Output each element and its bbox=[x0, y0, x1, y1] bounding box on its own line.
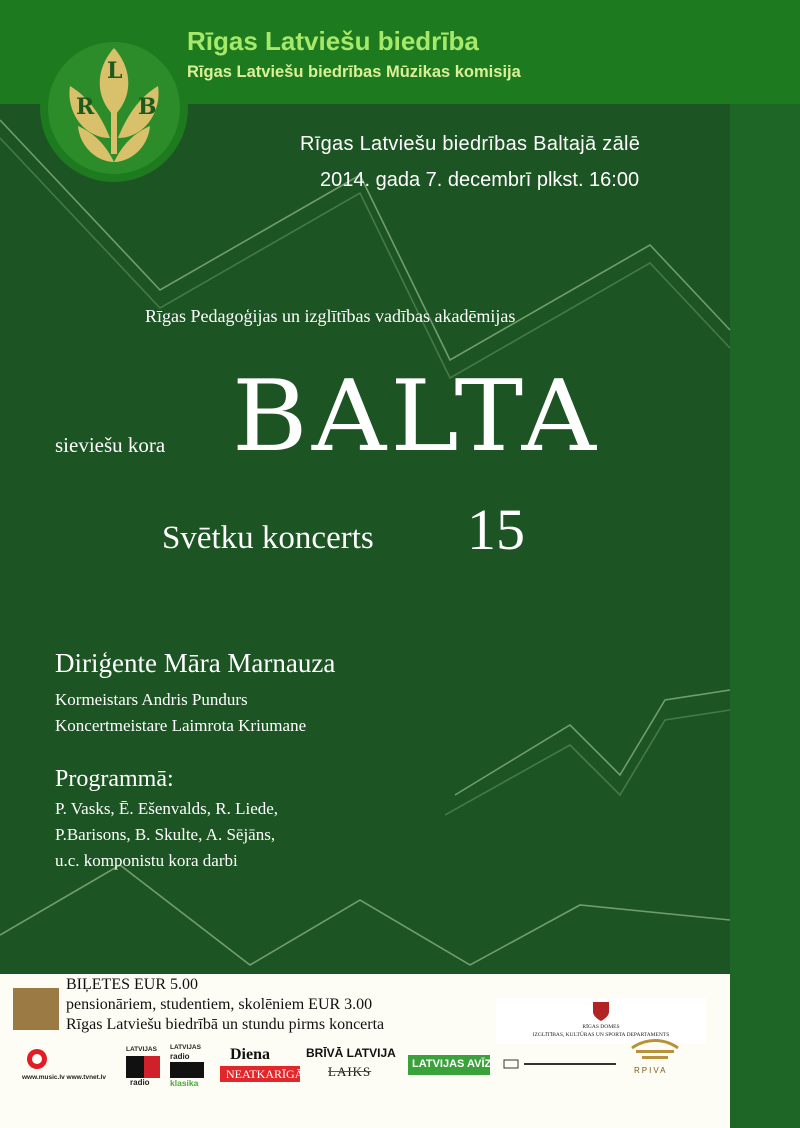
klasika-top-text: LATVIJAS bbox=[170, 1044, 201, 1051]
klasika-block bbox=[170, 1062, 204, 1078]
conductor-name: Diriģente Māra Marnauza bbox=[55, 648, 336, 678]
radio-top-text: LATVIJAS bbox=[126, 1046, 157, 1053]
sponsor-latvijas-avize-logo bbox=[408, 1055, 499, 1075]
sponsor-music-logo bbox=[22, 1048, 112, 1088]
ticket-discount: pensionāriem, studentiem, skolēniem EUR 3.00 bbox=[66, 996, 373, 1013]
concert-title: Svētku koncerts bbox=[162, 520, 374, 556]
radio-red-block bbox=[144, 1056, 160, 1078]
organization-title: Rīgas Latviešu biedrība bbox=[187, 26, 479, 56]
sponsor-radio-klasika-logo bbox=[168, 1044, 208, 1090]
sponsor-culture-dept-logo bbox=[500, 1054, 620, 1074]
event-venue: Rīgas Latviešu biedrības Baltajā zālē bbox=[300, 133, 641, 155]
academy-name: Rīgas Pedagoģijas un izglītības vadības akadēmijas bbox=[145, 306, 516, 326]
riga-dome-department: IZGLĪTĪBAS, KULTŪRAS UN SPORTA DEPARTAMENTS bbox=[532, 1032, 670, 1038]
rpiva-text: RPIVA bbox=[634, 1066, 668, 1075]
klasika-bottom-text: klasika bbox=[170, 1078, 199, 1088]
ticket-location: Rīgas Latviešu biedrībā un stundu pirms koncerta bbox=[66, 1016, 385, 1033]
culture-dept-emblem bbox=[500, 1054, 620, 1074]
program-line: P. Vasks, Ē. Ešenvalds, R. Liede, bbox=[55, 799, 279, 818]
ticket-price: BIĻETES EUR 5.00 bbox=[66, 976, 198, 993]
coat-of-arms-icon bbox=[590, 1000, 612, 1022]
radio-bottom-text: radio bbox=[130, 1078, 150, 1087]
ticket-color-swatch bbox=[13, 988, 59, 1030]
music-url: www.music.lv www.tvnet.lv bbox=[22, 1074, 107, 1081]
music-icon bbox=[26, 1048, 48, 1070]
society-logo bbox=[40, 34, 188, 182]
logo-letter-b: B bbox=[138, 94, 157, 120]
logo-letter-r: R bbox=[76, 94, 95, 120]
program-line: P.Barisons, B. Skulte, A. Sējāns, bbox=[55, 825, 276, 844]
choirmaster-name: Kormeistars Andris Pundurs bbox=[55, 690, 248, 709]
right-green-bar bbox=[730, 104, 800, 1128]
sponsor-latvijas-radio-logo bbox=[124, 1046, 162, 1088]
sponsor-briva-latvija-logo bbox=[306, 1046, 396, 1084]
laiks-text: LAIKS bbox=[328, 1064, 372, 1079]
brivalatvija-text: BRĪVĀ LATVIJA bbox=[306, 1046, 396, 1060]
concert-anniversary-number: 15 bbox=[467, 497, 525, 562]
latvijas-avize-text: LATVIJAS AVĪZE bbox=[412, 1058, 499, 1070]
organization-subtitle: Rīgas Latviešu biedrības Mūzikas komisija bbox=[187, 63, 521, 81]
klasika-mid-text: radio bbox=[170, 1052, 190, 1061]
choir-name: BALTA bbox=[232, 360, 601, 474]
neatkariga-text: NEATKARĪGĀ bbox=[226, 1067, 304, 1081]
logo-letter-l: L bbox=[107, 58, 123, 84]
riga-dome-title: RĪGAS DOMES bbox=[582, 1024, 620, 1030]
sponsor-diena-logo bbox=[220, 1046, 302, 1084]
program-heading: Programmā: bbox=[55, 766, 174, 792]
event-date: 2014. gada 7. decembrī plkst. 16:00 bbox=[320, 169, 640, 191]
program-line: u.c. komponistu kora darbi bbox=[55, 851, 238, 870]
choir-prefix: sieviešu kora bbox=[55, 433, 166, 457]
diena-text: Diena bbox=[230, 1046, 270, 1063]
sponsor-rpiva-logo bbox=[626, 1036, 684, 1082]
accompanist-name: Koncertmeistare Laimrota Kriumane bbox=[55, 716, 307, 735]
rpiva-emblem bbox=[626, 1036, 684, 1066]
